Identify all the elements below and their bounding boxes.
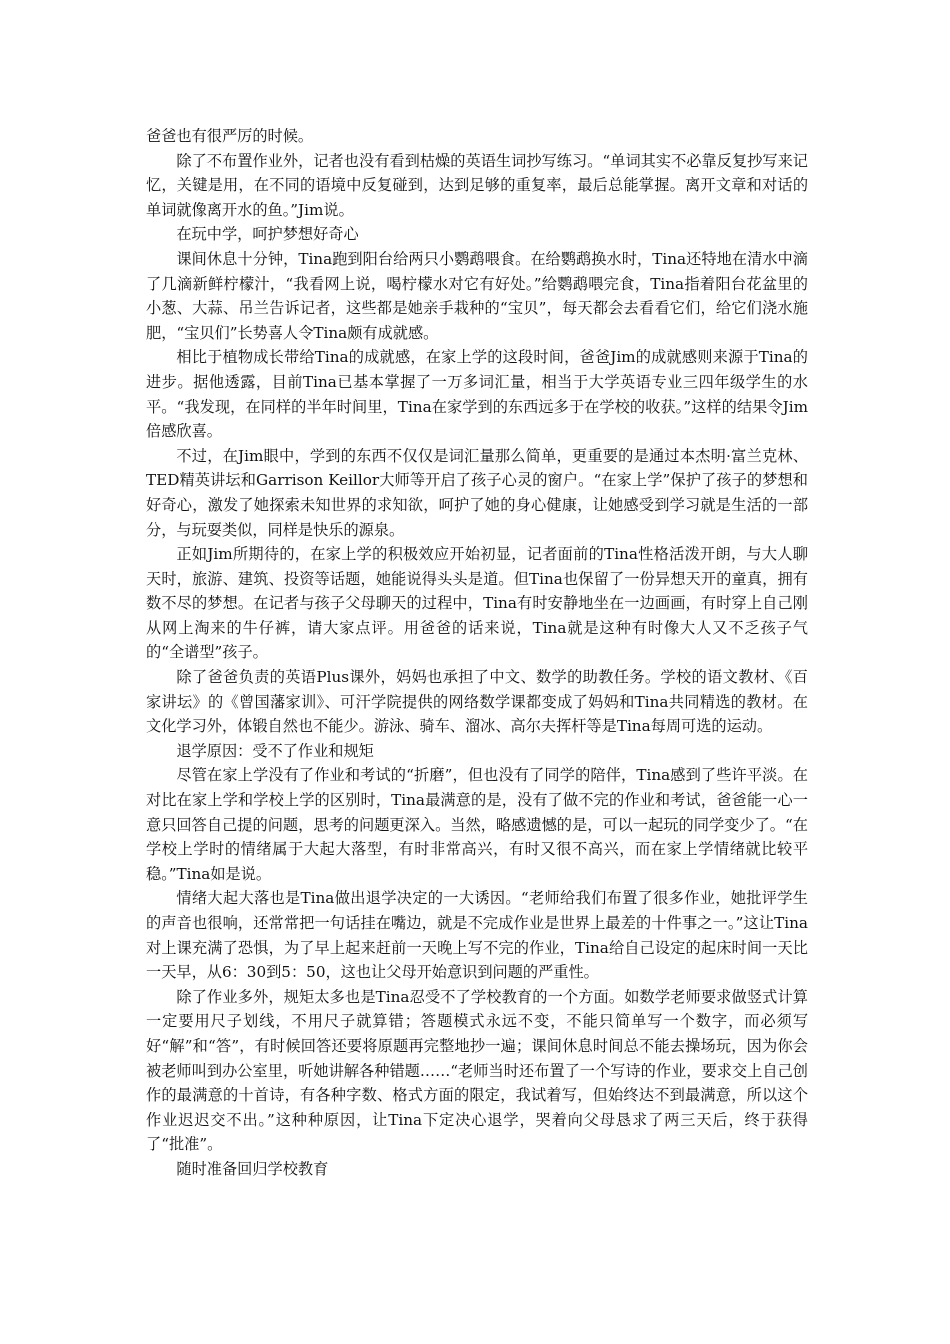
section-heading-dropout-reason: 退学原因：受不了作业和规矩	[176, 741, 374, 760]
paragraph-mother-tutor: 除了爸爸负责的英语Plus课外，妈妈也承担了中文、数学的助教任务。学校的语文教材、《百家讲坛》的《曾国藩家训》、可汗学院提供的网络数学课都变成了妈妈和Tina共同精选的教材。在文化学习外，体锻自然也不能少。游泳、骑车、溜冰、高尔夫挥杆等是Tina每周可选的运动。	[146, 668, 808, 736]
paragraph-progress: 相比于植物成长带给Tina的成就感，在家上学的这段时间，爸爸Jim的成就感则来源于Tina的进步。据他透露，目前Tina已基本掌握了一万多词汇量，相当于大学英语专业三四年级学生的水平。“我发现，在同样的半年时间里，Tina在家学到的东西远多于在学校的收获。”这样的结果令Jim倍感欣喜。	[146, 348, 808, 441]
paragraph-personality: 正如Jim所期待的，在家上学的积极效应开始初显，记者面前的Tina性格活泼开朗，与大人聊天时，旅游、建筑、投资等话题，她能说得头头是道。但Tina也保留了一份异想天开的童真，拥有数不尽的梦想。在记者与孩子父母聊天的过程中，Tina有时安静地坐在一边画画，有时穿上自己刚从网上淘来的牛仔裤，请大家点评。用爸爸的话来说，Tina就是这种有时像大人又不乏孩子气的“全谱型”孩子。	[146, 545, 808, 662]
paragraph-rules: 除了作业多外，规矩太多也是Tina忍受不了学校教育的一个方面。如数学老师要求做竖式计算一定要用尺子划线，不用尺子就算错；答题模式永远不变，不能只简单写一个数字，而必须写好“解”和“答”，有时候回答还要将原题再完整地抄一遍；课间休息时间总不能去操场玩，因为你会被老师叫到办公室里，听她讲解各种错题……“老师当时还布置了一个写诗的作业，要求交上自己创作的最满意的十首诗，有各种字数、格式方面的限定，我试着写，但始终达不到最满意，所以这个作业迟迟交不出。”这种种原因，让Tina下定决心退学，哭着向父母恳求了两三天后，终于获得了“批准”。	[146, 987, 808, 1154]
paragraph-curiosity: 不过，在Jim眼中，学到的东西不仅仅是词汇量那么简单，更重要的是通过本杰明·富兰克林、TED精英讲坛和Garrison Keillor大师等开启了孩子心灵的窗户。“在家上学”保护了孩子的梦想和好奇心，激发了她探索未知世界的求知欲，呵护了她的身心健康，让她感受到学习就是生活的一部分，与玩耍类似，同样是快乐的源泉。	[146, 446, 808, 539]
document-page	[146, 124, 808, 1182]
paragraph-no-homework: 除了不布置作业外，记者也没有看到枯燥的英语生词抄写练习。“单词其实不必靠反复抄写来记忆，关键是用，在不同的语境中反复碰到，达到足够的重复率，最后总能掌握。离开文章和对话的单词就像离开水的鱼。”Jim说。	[146, 151, 808, 219]
section-heading-return-school: 随时准备回归学校教育	[176, 1159, 329, 1178]
paragraph-comparison: 尽管在家上学没有了作业和考试的“折磨”，但也没有了同学的陪伴，Tina感到了些许平淡。在对比在家上学和学校上学的区别时，Tina最满意的是，没有了做不完的作业和考试，爸爸能一心一意只回答自己提的问题，思考的问题更深入。当然，略感遗憾的是，可以一起玩的同学变少了。“在学校上学时的情绪属于大起大落型，有时非常高兴，有时又很不高兴，而在家上学情绪就比较平稳。”Tina如是说。	[146, 766, 808, 883]
paragraph-continuation: 爸爸也有很严厉的时候。	[146, 127, 314, 145]
section-heading-play-learning: 在玩中学，呵护梦想好奇心	[176, 225, 359, 244]
paragraph-emotions: 情绪大起大落也是Tina做出退学决定的一大诱因。“老师给我们布置了很多作业，她批评学生的声音也很响，还常常把一句话挂在嘴边，就是不完成作业是世界上最差的十件事之一。”这让Tina对上课充满了恐惧，为了早上起来赶前一天晚上写不完的作业，Tina给自己设定的起床时间一天比一天早，从6：30到5：50，这也让父母开始意识到问题的严重性。	[146, 889, 808, 982]
paragraph-parrots: 课间休息十分钟，Tina跑到阳台给两只小鹦鹉喂食。在给鹦鹉换水时，Tina还特地在清水中滴了几滴新鲜柠檬汁，“我看网上说，喝柠檬水对它有好处。”给鹦鹉喂完食，Tina指着阳台花盆里的小葱、大蒜、吊兰告诉记者，这些都是她亲手栽种的“宝贝”，每天都会去看看它们，给它们浇水施肥，“宝贝们”长势喜人令Tina颇有成就感。	[146, 249, 808, 342]
